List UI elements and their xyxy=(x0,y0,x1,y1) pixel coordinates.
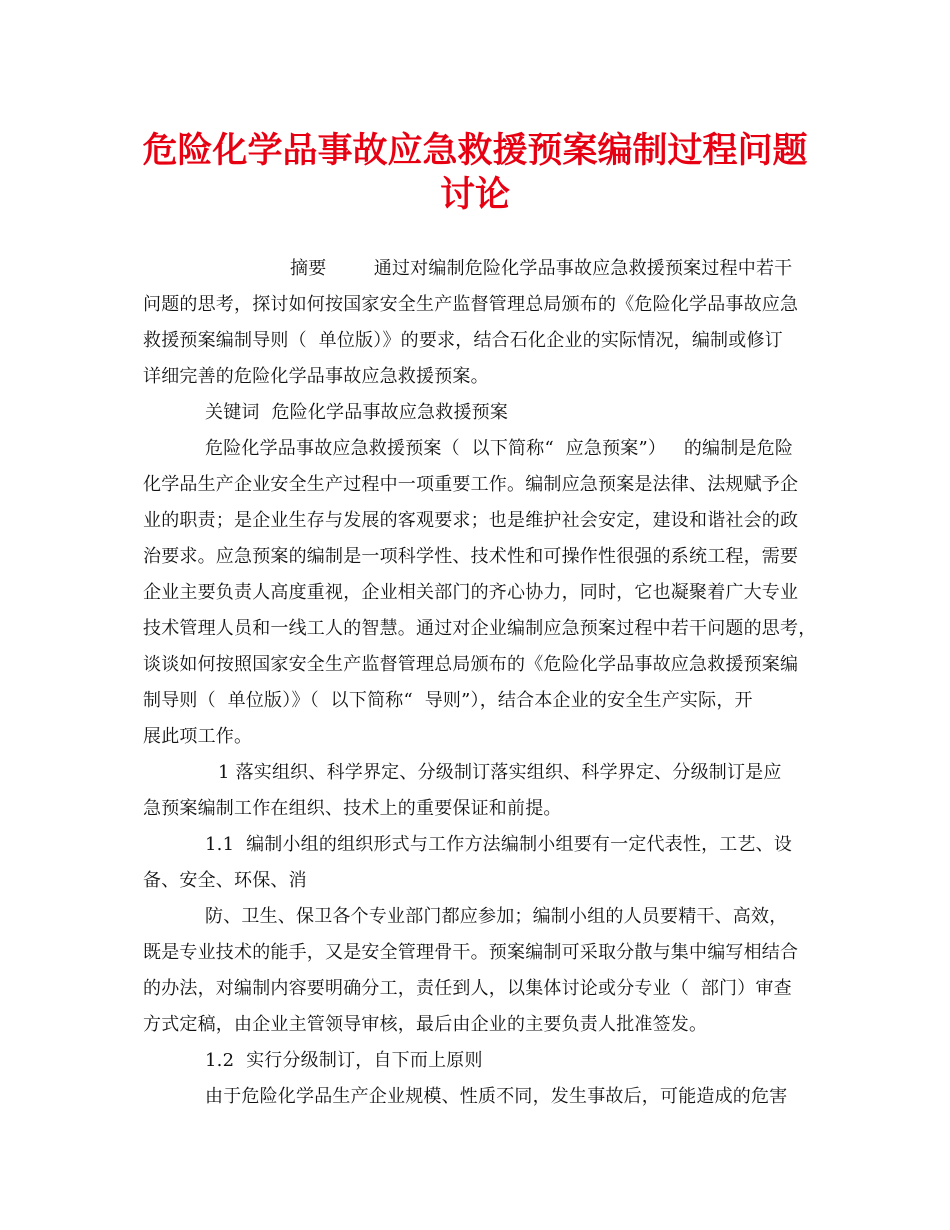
body-line: 既是专业技术的能手，又是安全管理骨干。预案编制可采取分散与集中编写相结合 xyxy=(143,942,799,963)
keywords-line: 关键词 危险化学品事故应急救援预案 xyxy=(205,402,509,423)
body-line: 业的职责；是企业生存与发展的客观要求；也是维护社会安定，建设和谐社会的政 xyxy=(143,510,799,531)
abstract-line: 摘要 通过对编制危险化学品事故应急救援预案过程中若干 xyxy=(290,258,793,279)
body-line: 的办法，对编制内容要明确分工，责任到人，以集体讨论或分专业（ 部门）审查 xyxy=(143,978,792,999)
document-title-line-1: 危险化学品事故应急救援预案编制过程问题 xyxy=(142,131,808,171)
section-1-1-line: 备、安全、环保、消 xyxy=(143,870,307,891)
body-line: 制导则（ 单位版）》（ 以下简称“ 导则”），结合本企业的安全生产实际，开 xyxy=(143,690,753,711)
body-line: 防、卫生、保卫各个专业部门都应参加；编制小组的人员要精干、高效， xyxy=(205,906,788,927)
section-1-line: 1 落实组织、科学界定、分级制订落实组织、科学界定、分级制订是应 xyxy=(218,762,782,783)
body-line: 展此项工作。 xyxy=(143,726,253,747)
section-1-2-heading: 1.2 实行分级制订，自下而上原则 xyxy=(205,1050,483,1071)
body-line: 治要求。应急预案的编制是一项科学性、技术性和可操作性很强的系统工程，需要 xyxy=(143,546,799,567)
body-line: 方式定稿，由企业主管领导审核，最后由企业的主要负责人批准签发。 xyxy=(143,1014,708,1035)
body-line: 企业主要负责人高度重视，企业相关部门的齐心协力，同时，它也凝聚着广大专业 xyxy=(143,582,799,603)
document-title-line-2: 讨论 xyxy=(439,175,510,215)
body-line: 技术管理人员和一线工人的智慧。通过对企业编制应急预案过程中若干问题的思考， xyxy=(143,618,817,639)
body-line: 化学品生产企业安全生产过程中一项重要工作。编制应急预案是法律、法规赋予企 xyxy=(143,474,799,495)
body-line: 谈谈如何按照国家安全生产监督管理总局颁布的《危险化学品事故应急救援预案编 xyxy=(143,654,799,675)
body-line: 由于危险化学品生产企业规模、性质不同，发生事故后，可能造成的危害 xyxy=(205,1086,788,1107)
abstract-line: 详细完善的危险化学品事故应急救援预案。 xyxy=(143,366,489,387)
abstract-line: 救援预案编制导则（ 单位版）》的要求，结合石化企业的实际情况，编制或修订 xyxy=(143,330,783,351)
section-1-1-line: 1.1 编制小组的组织形式与工作方法编制小组要有一定代表性，工艺、设 xyxy=(205,834,793,855)
section-1-line: 急预案编制工作在组织、技术上的重要保证和前提。 xyxy=(143,798,562,819)
body-line: 危险化学品事故应急救援预案（ 以下简称“ 应急预案”） 的编制是危险 xyxy=(205,438,794,459)
abstract-line: 问题的思考，探讨如何按国家安全生产监督管理总局颁布的《危险化学品事故应急 xyxy=(143,294,799,315)
